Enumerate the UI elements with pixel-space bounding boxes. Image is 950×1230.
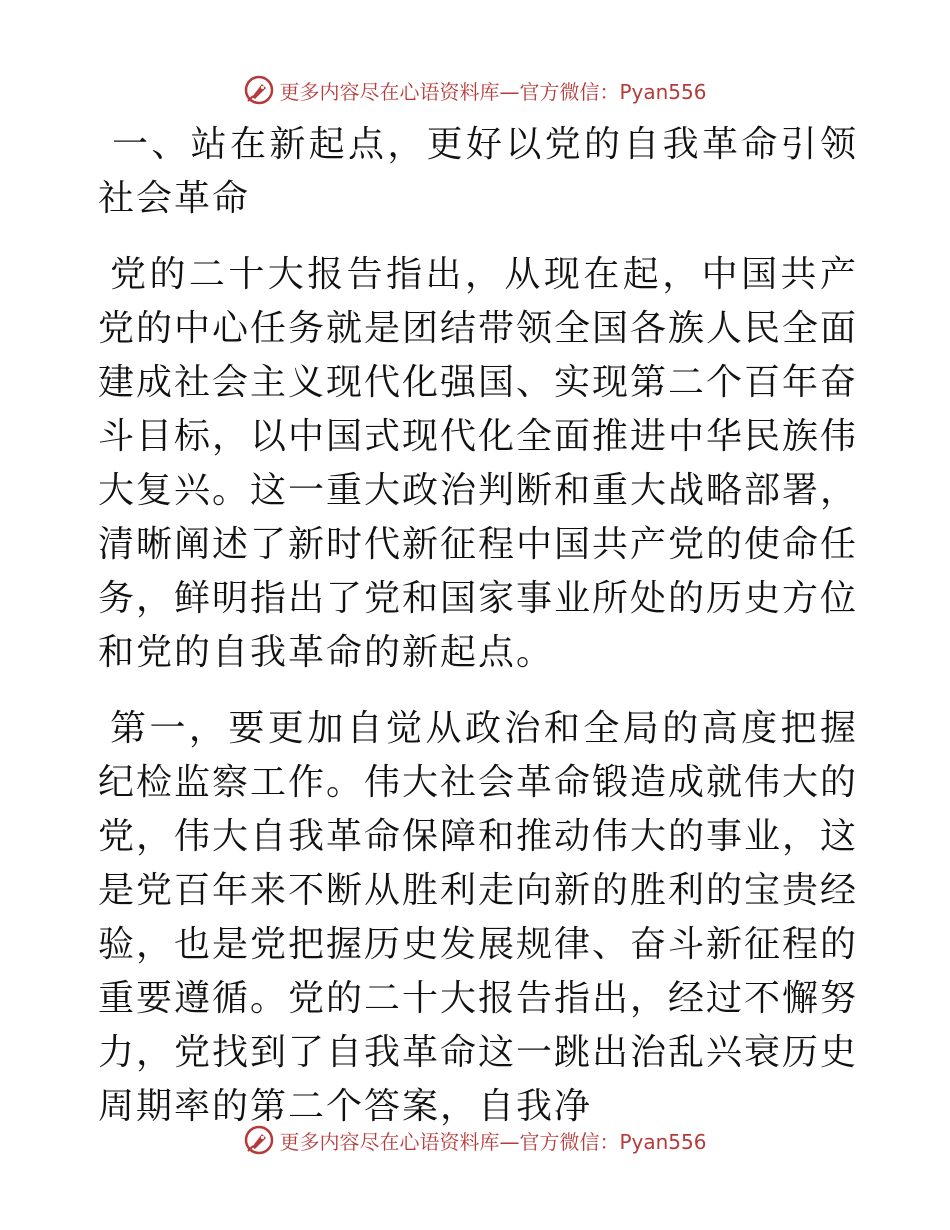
document-body: [98, 118, 858, 1134]
section-heading: 一、站在新起点，更好以党的自我革命引领社会革命: [98, 124, 858, 219]
paragraph: 第一，要更加自觉从政治和全局的高度把握纪检监察工作。伟大社会革命锻造成就伟大的党，伟大自我革命保障和推动伟大的事业，这是党百年来不断从胜利走向新的胜利的宝贵经验，也是党把握历史发展规律、奋斗新征程的重要遵循。党的二十大报告指出，经过不懈努力，党找到了自我革命这一跳出治乱兴衰历史周期率的第二个答案，自我净: [98, 708, 859, 1127]
watermark-text: 更多内容尽在心语资料库—官方微信：Pyan556: [279, 1129, 707, 1154]
footer-watermark: [0, 1120, 950, 1160]
pen-nib-circle-icon: [243, 74, 275, 106]
header-watermark: [0, 70, 950, 110]
watermark-text: 更多内容尽在心语资料库—官方微信：Pyan556: [279, 79, 707, 104]
paragraph: 党的二十大报告指出，从现在起，中国共产党的中心任务就是团结带领全国各族人民全面建成社会主义现代化强国、实现第二个百年奋斗目标，以中国式现代化全面推进中华民族伟大复兴。这一重大政治判断和重大战略部署，清晰阐述了新时代新征程中国共产党的使命任务，鲜明指出了党和国家事业所处的历史方位和党的自我革命的新起点。: [98, 254, 859, 673]
pen-nib-circle-icon: [243, 1124, 275, 1156]
